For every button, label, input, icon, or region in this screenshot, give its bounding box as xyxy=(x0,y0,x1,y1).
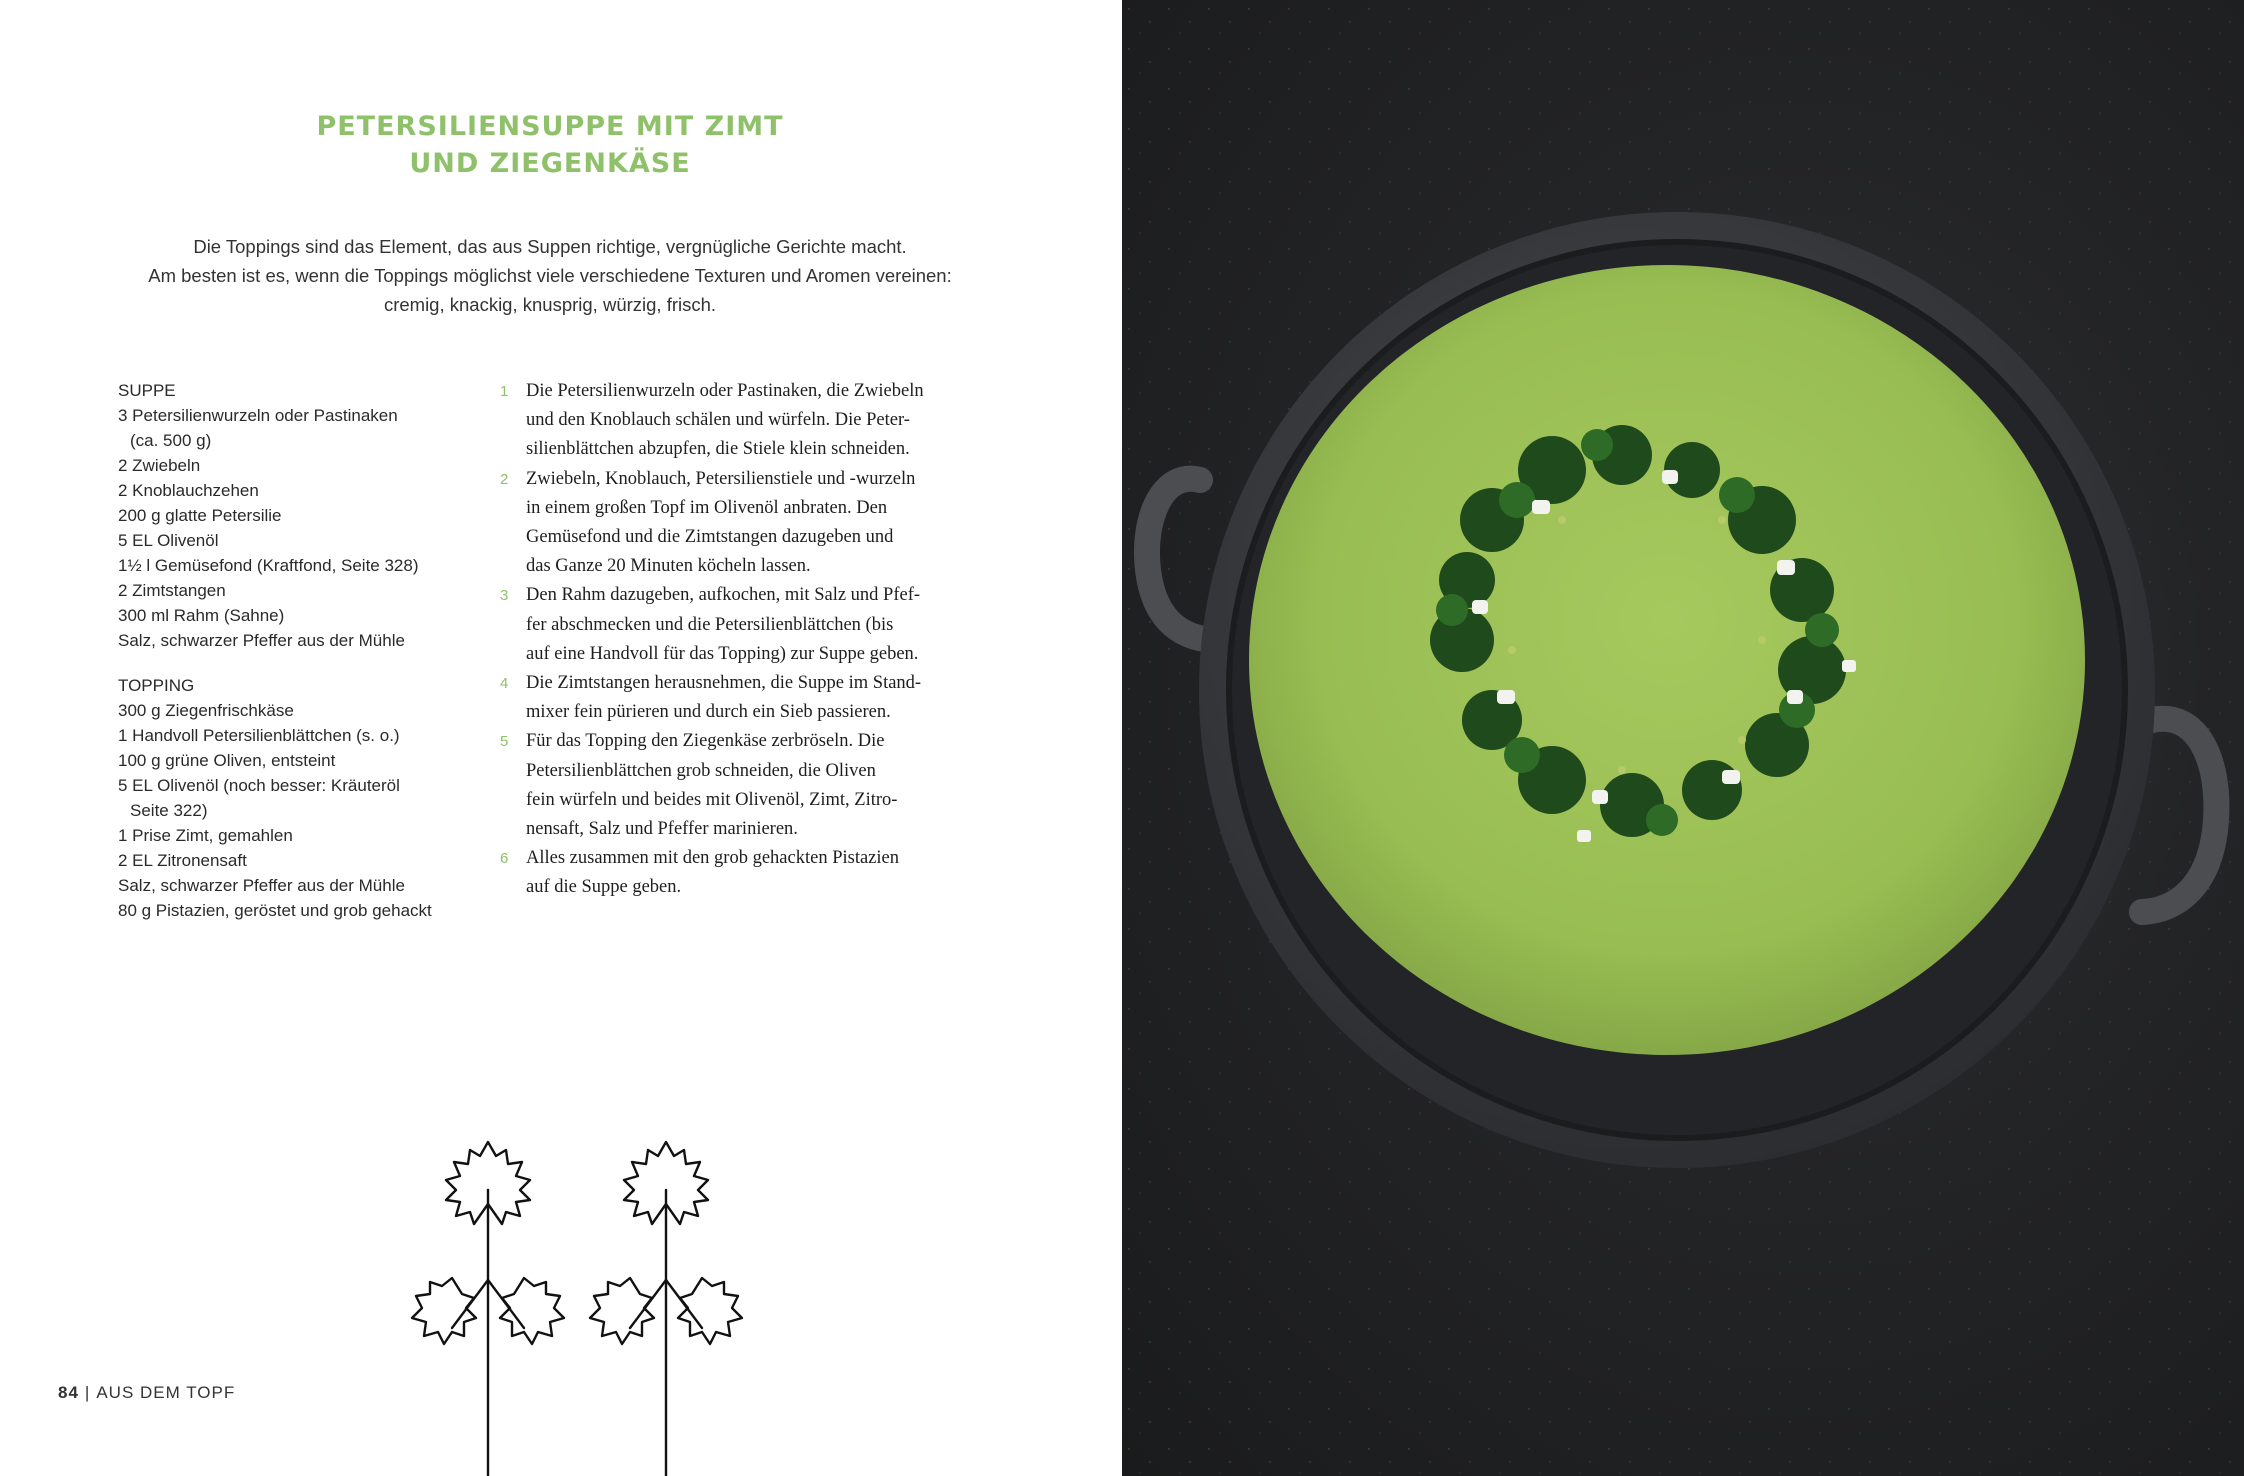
ingredient-item: 5 EL Olivenöl xyxy=(118,531,219,550)
step-1 xyxy=(500,377,1000,465)
ingredient-item: Salz, schwarzer Pfeffer aus der Mühle xyxy=(118,631,405,650)
ingredient-item: 200 g glatte Petersilie xyxy=(118,506,282,525)
step-text-line: das Ganze 20 Minuten köcheln lassen. xyxy=(526,556,811,577)
step-text-line: Den Rahm dazugeben, aufkochen, mit Salz und Pfef- xyxy=(526,585,921,606)
ingredient-item: 300 ml Rahm (Sahne) xyxy=(118,606,285,625)
ingredient-item: 1 Prise Zimt, gemahlen xyxy=(118,826,293,845)
soup-surface xyxy=(1249,265,2085,1055)
step-text-line: Petersilienblättchen grob schneiden, die Oliven xyxy=(526,760,876,781)
step-text-line: mixer fein pürieren und durch ein Sieb passieren. xyxy=(526,702,891,723)
ingredient-item: 2 Zimtstangen xyxy=(118,581,226,600)
step-number: 5 xyxy=(500,733,509,751)
step-text-line: silienblättchen abzupfen, die Stiele klein schneiden. xyxy=(526,439,910,460)
step-number: 3 xyxy=(500,587,509,605)
step-text-line: fer abschmecken und die Petersilienblättchen (bis xyxy=(526,614,894,635)
step-text-line: Gemüsefond und die Zimtstangen dazugeben und xyxy=(526,527,894,548)
step-4 xyxy=(500,669,1000,727)
ingredient-item: 80 g Pistazien, geröstet und grob gehackt xyxy=(118,901,432,920)
parsley-illustration-right xyxy=(548,1130,808,1476)
step-text-line: nensaft, Salz und Pfeffer marinieren. xyxy=(526,819,798,840)
ingredient-item: 1 Handvoll Petersilienblättchen (s. o.) xyxy=(118,726,400,745)
page-number: 84 xyxy=(58,1383,79,1402)
step-text-line: fein würfeln und beides mit Olivenöl, Zimt, Zitro- xyxy=(526,789,898,810)
ingredient-item: 2 Knoblauchzehen xyxy=(118,481,259,500)
step-text-line: in einem großen Topf im Olivenöl anbraten. Den xyxy=(526,497,888,518)
step-text-line: Die Petersilienwurzeln oder Pastinaken, die Zwiebeln xyxy=(526,381,924,401)
topping-heading: TOPPING xyxy=(118,676,195,695)
list-spacer xyxy=(118,653,458,673)
step-number: 6 xyxy=(500,850,509,868)
ingredient-list xyxy=(118,378,458,923)
page-footer xyxy=(58,1383,235,1403)
step-3 xyxy=(500,581,1000,669)
intro-line: cremig, knackig, knusprig, würzig, frisch. xyxy=(383,294,717,315)
ingredient-item: Seite 322) xyxy=(130,801,208,820)
ingredient-item: 300 g Ziegenfrischkäse xyxy=(118,701,294,720)
ingredient-item: Salz, schwarzer Pfeffer aus der Mühle xyxy=(118,876,405,895)
step-text-line: auf die Suppe geben. xyxy=(526,877,682,898)
step-text-line: auf eine Handvoll für das Topping) zur Suppe geben. xyxy=(526,643,919,664)
soup-pot-photo xyxy=(1122,0,2244,1476)
recipe-intro xyxy=(100,232,1000,319)
step-text-line: und den Knoblauch schälen und würfeln. Die Peter- xyxy=(526,410,910,431)
step-2 xyxy=(500,465,1000,582)
soup-heading: SUPPE xyxy=(118,381,176,400)
ingredient-item: 1½ l Gemüsefond (Kraftfond, Seite 328) xyxy=(118,556,419,575)
section-title: AUS DEM TOPF xyxy=(96,1383,236,1402)
parsley-sprig-icon xyxy=(412,1142,564,1476)
step-5 xyxy=(500,727,1000,844)
step-text-line: Alles zusammen mit den grob gehackten Pistazien xyxy=(526,848,899,869)
parsley-sprig-icon xyxy=(590,1142,742,1476)
ingredient-item: 2 EL Zitronensaft xyxy=(118,851,247,870)
step-6 xyxy=(500,844,1000,902)
footer-separator: | xyxy=(84,1383,91,1402)
preparation-steps xyxy=(500,377,1000,903)
intro-line: Die Toppings sind das Element, das aus Suppen richtige, vergnügliche Gerichte macht. xyxy=(193,236,907,257)
ingredient-item: 2 Zwiebeln xyxy=(118,456,201,475)
step-number: 2 xyxy=(500,470,509,488)
right-page-photo xyxy=(1122,0,2244,1476)
step-number: 4 xyxy=(500,675,509,693)
title-line: PETERSILIENSUPPE MIT ZIMT xyxy=(316,111,784,142)
step-number: 1 xyxy=(500,383,509,400)
step-text-line: Zwiebeln, Knoblauch, Petersilienstiele und -wurzeln xyxy=(526,468,916,489)
intro-line: Am besten ist es, wenn die Toppings möglichst viele verschiedene Texturen und Aromen vereinen: xyxy=(148,265,952,286)
recipe-title xyxy=(0,108,1100,182)
title-line: UND ZIEGENKÄSE xyxy=(409,148,691,179)
ingredient-item: (ca. 500 g) xyxy=(130,431,212,450)
step-text-line: Für das Topping den Ziegenkäse zerbröseln. Die xyxy=(526,731,885,752)
ingredient-item: 5 EL Olivenöl (noch besser: Kräuteröl xyxy=(118,776,400,795)
ingredient-item: 3 Petersilienwurzeln oder Pastinaken xyxy=(118,406,398,425)
ingredient-item: 100 g grüne Oliven, entsteint xyxy=(118,751,336,770)
step-text-line: Die Zimtstangen herausnehmen, die Suppe im Stand- xyxy=(526,673,922,694)
